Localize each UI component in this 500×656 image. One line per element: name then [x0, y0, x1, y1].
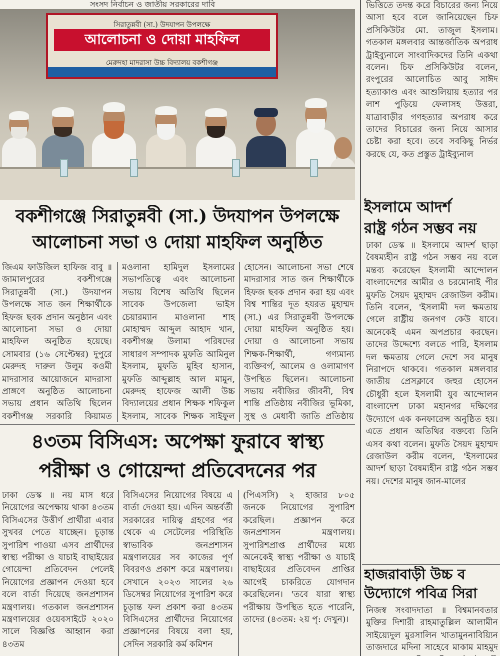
article1-column-1 — [2, 262, 112, 422]
article2-body-3: (পিএসসি) ২ হাজার ৮০৫ জনকে নিয়োগের সুপারিশ করেছিল। প্রজ্ঞাপন করে জনপ্রশাসন মন্ত্রণালয়। সুপারিশপ্রাপ্ত প্রার্থীদের মধ্যে অনেকেই স্বাস্থ্য পরীক্ষা ও যাচাই বাছাইয়ের প্রতিবেদন প্রাপ্তির আগেই চাকরিতে যোগদান করেছিলেন। 'তবে যারা স্বাস্থ্য পরীক্ষায় উপস্থিত হতে পারেনি, তাদের (৪৩তম: ২য় পৃ: দেখুন)। — [243, 491, 355, 626]
section-divider — [0, 424, 355, 425]
article2-column-1 — [2, 490, 114, 656]
column-divider — [238, 490, 239, 656]
banner-title: আলোচনা ও দোয়া মাহফিল — [54, 29, 270, 51]
article1-body-3: হোসেন। আলোচনা সভা শেষে মাদরাসার সাত জন শিক্ষার্থীকে হিফজ ছবক প্রদান করা হয় এবং বিশ্ব শান্তির দূত হযরত মুহাম্মদ (সা.) এর সিরাতুন্নবী উপলক্ষে দোয়া মাহফিল অনুষ্ঠিত হয়। দোয়া ও আলোচনা সভায় শিক্ষক-শিক্ষার্থী, গণ্যমান্য ব্যক্তিবর্গ, আলেম ও ওলামাগণ উপস্থিত ছিলেন। আলোচনা সভায় নবীজির জীবনী, বিশ্ব শান্তি প্রতিষ্ঠায় নবীজির ভূমিকা, সুস্থ ও মেধাবী জাতি প্রতিষ্ঠায় — [244, 263, 354, 422]
banner-stripe — [48, 67, 276, 77]
water-bottle — [310, 159, 318, 177]
top-strip: সংসদ নির্বাচন ও জাতীয় সরকারের দাবি — [90, 0, 216, 9]
article1-headline-line1: বকশীগঞ্জে সিরাতুন্নবী (সা.) উদযাপন উপলক্ষে — [15, 207, 340, 227]
stage-banner — [46, 13, 278, 79]
right-mid-headline-line1: ইসলামে আদর্শ — [364, 198, 452, 216]
column-divider — [239, 262, 240, 422]
column-divider — [118, 490, 119, 656]
article1-column-3 — [244, 262, 354, 422]
article2-column-2 — [123, 490, 233, 656]
article2-column-3 — [243, 490, 355, 656]
article1-body-1: জিএম ফাউজিল হাফিজ বাবু ॥ জামালপুরের বকশীগঞ্জে সিরাতুন্নবী (সা.) উদযাপন উপলক্ষে সাত জন শিক্ষার্থীকে হিফজ ছবক প্রদান অনুষ্ঠান এবং আলোচনা সভা ও দোয়া মাহফিল অনুষ্ঠিত হয়েছে। সোমবার (১৬ সেপ্টেম্বর) দুপুরে মেরুদহ দারুল উলুম কওমী মাদরাসার আয়োজনে মাদরাসা প্রাঙ্গণে অনুষ্ঠিত আলোচনা সভায় প্রধান অতিথি ছিলেন বকশীগঞ্জ সরকারি কিয়ামত — [2, 263, 112, 422]
right-section-divider — [362, 564, 500, 565]
article2-body-1: ঢাকা ডেস্ক ॥ নয় মাস ধরে নিয়োগের অপেক্ষায় থাকা ৪৩তম বিসিএসের উত্তীর্ণ প্রার্থীরা এবার সুখবর পেতে যাচ্ছেন। চূড়ান্ত সুপারিশ পাওয়া এসব প্রার্থীদের স্বাস্থ্য পরীক্ষা ও যাচাই বাছাইয়ের গোয়েন্দা প্রতিবেদন পেলেই নিয়োগের প্রজ্ঞাপন দেওয়া হবে বলে বার্তা দিয়েছে জনপ্রশাসন মন্ত্রণালয়। গতকাল জনপ্রশাসন মন্ত্রণালয়ের ওয়েবসাইটে ২০২০ সালে বিজ্ঞপ্তি আহ্বান করা ৪৩তম — [2, 491, 114, 650]
event-photo — [0, 9, 355, 200]
article2-headline-line1: ৪৩তম বিসিএস: অপেক্ষা ফুরাবে স্বাস্থ্য — [31, 430, 324, 453]
article1-body-2: মওলানা হামিদুল ইসলামের সভাপতিত্বে এবং আলোচনা সভায় বিশেষ অতিথি ছিলেন সাবেক উপজেলা ভাইস চেয়ারম্যান মাওলানা শাহ মোহাম্মদ আব্দুল আহাদ খান, বকশীগঞ্জ উলামা পরিষদের সাধারণ সম্পাদক মুফতি আমিনুল ইসলাম, মুফতি মুহিব হাসান, মুফতি আব্দুল্লাহ আল মামুন, মেরুদহ হাফেজ আলী উচ্চ বিদ্যালয়ের প্রধান শিক্ষক শফিকুল ইসলাম, সাবেক শিক্ষক সাইফুল — [122, 263, 235, 422]
article1-headline-line2: আলোচনা সভা ও দোয়া মাহফিল অনুষ্ঠিত — [32, 233, 323, 253]
table — [0, 167, 355, 200]
article2-headline-line2: পরীক্ষা ও গোয়েন্দা প্রতিবেদনের পর — [38, 459, 317, 482]
right-bottom-headline-line1: হাজরাবাড়ী উচ্চ ব — [364, 567, 466, 583]
article2-body-2: বিসিএসের নিয়োগের বিষয়ে এ বার্তা দেওয়া হয়। এদিন অন্তর্বর্তী সরকারের দায়িত্ব গ্রহণের পর থেকে এ সেটেলের পরিস্থিতি স্বাভাবিক জনপ্রশাসন মন্ত্রণালয়ের সব কাজের পূর্ণ বিবরণও প্রকাশ করে মন্ত্রণালয়। সেখানে ২০২৩ সালের ২৬ ডিসেম্বর নিয়োগের সুপারিশ করে চূড়ান্ত ফল প্রকাশ করা ৪৩তম বিসিএসের প্রার্থীদের নিয়োগের প্রজ্ঞাপনের বিষয়ে বলা হয়, সেদিন সরকারি কর্ম কমিশন — [123, 491, 233, 650]
water-bottle — [60, 159, 68, 177]
column-divider — [117, 262, 118, 422]
banner-venue: মেরুদহা মাদরাসা উচ্চ বিদ্যালয় বকশীগঞ্জ — [105, 59, 219, 67]
water-bottle — [232, 159, 240, 177]
right-top-column — [366, 0, 498, 196]
right-bottom-column — [366, 605, 498, 656]
right-rail-divider — [360, 0, 361, 656]
banner-subtitle: সিরাতুন্নবী (সা.) উদযাপন উপলক্ষে — [113, 21, 211, 29]
right-mid-body: ঢাকা ডেস্ক ॥ ইসলামে আদর্শ ছাড়া বৈষম্যহীন রাষ্ট্র গঠন সম্ভব নয় বলে মন্তব্য করেছেন ইসলামী আন্দোলন বাংলাদেশের আমীর ও চরমোনাই পীর মুফতি সৈয়দ মুহাম্মদ রেজাউল করীম। তিনি বলেন, 'ইসলামী দল ক্ষমতায় গেলে রাষ্ট্রীয় জনগণ কেউ যাবে। অনেকেই এমন অপপ্রচার করছেন। তাদের উদ্দেশ্যে বলতে পারি, ইসলাম দল ক্ষমতায় গেলে দেশে সব মানুষ নিরাপদে থাকবে। গতকাল মঙ্গলবার জাতীয় প্রেসক্লাবে জহুর হোসেন চৌধুরী হলে ইসলামী যুব আন্দোলন বাংলাদেশ ঢাকা মহানগর দক্ষিণের উদ্যোগে এক কনফারেন্স অনুষ্ঠিত হয়। এতে প্রধান অতিথির বক্তব্যে তিনি এসব কথা বলেন। মুফতি সৈয়দ মুহাম্মদ রেজাউল করীম বলেন, 'ইসলামের আদর্শ ছাড়া বৈষম্যহীন রাষ্ট্র গঠন সম্ভব নয়। দেশের মানুষ জান-মালের — [366, 241, 498, 487]
right-mid-column — [366, 240, 498, 584]
right-mid-headline-line2: রাষ্ট্র গঠন সম্ভব নয় — [364, 219, 477, 237]
water-bottle — [130, 159, 138, 177]
right-bottom-body: নিজস্ব সংবাদদাতা ॥ বিশ্বমানবতার মুক্তির দিশারী রাহমাতুল্লিল আলামীন সাইয়্যেদুল মুরসালিন খাতামুননাবিয়্যিন তাজদারে মদিনা সাহেবে মাকাম মাহমুদ — [366, 606, 498, 654]
right-bottom-headline-line2: উদ্যোগে পবিত্র সিরা — [364, 586, 478, 602]
right-top-body: ভিত্তিতে তদন্ত করে বিচারের জন্য নিয়ে আসা হবে বলে জানিয়েছেন চিফ প্রসিকিউটর মো. তাজুল ইসলাম। গতকাল মঙ্গলবার আন্তর্জাতিক অপরাধ ট্রাইব্যুনালে সাংবাদিকদের তিনি একথা বলেন। চিফ প্রসিকিউটর বলেন, রংপুরের আলোচিত আবু সাঈদ হত্যাকাণ্ড এবং আশুলিয়ায় হত্যার পর লাশ পুড়িয়ে ফেলাসহ উত্তরা, যাত্রাবাড়ীর গণহত্যার অপরাধ করে তাদের বিচারের জন্য নিয়ে আসার চেষ্টা করা হবে। তবে সবকিছু নির্ভর করছে যে, কত প্রস্তুত ট্রাইব্যুনাল — [366, 1, 498, 160]
article1-column-2 — [122, 262, 235, 422]
